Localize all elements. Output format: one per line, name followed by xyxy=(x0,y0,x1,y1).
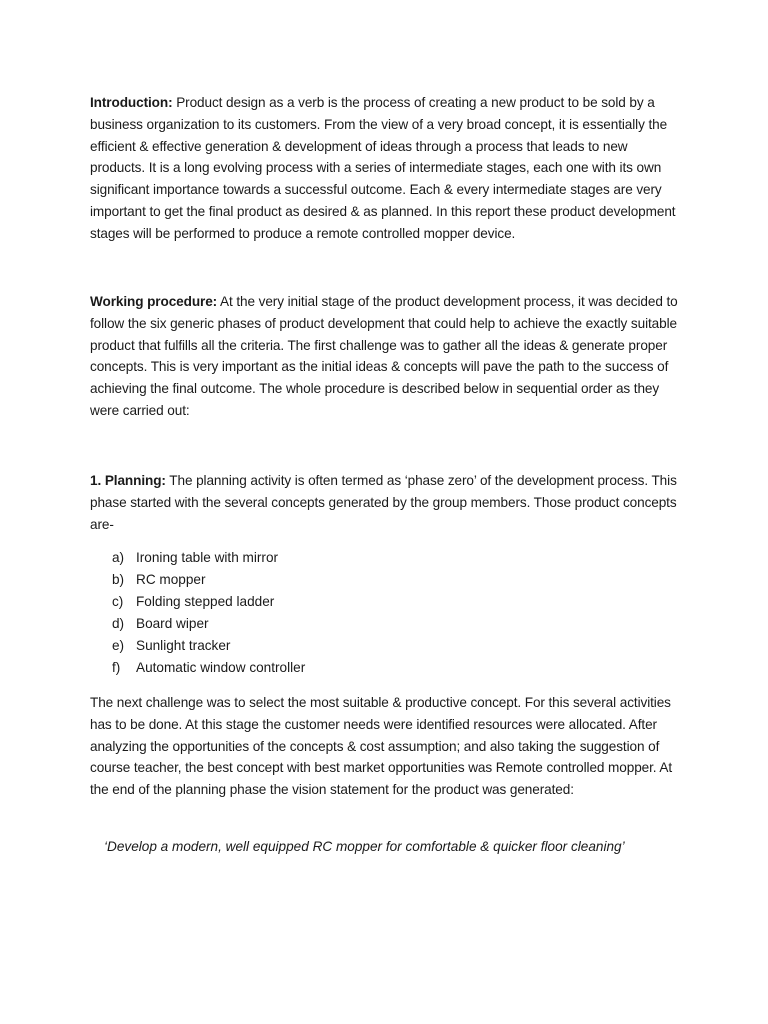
list-item xyxy=(112,569,305,591)
list-marker: f) xyxy=(112,660,121,676)
introduction-text: Product design as a verb is the process of creating a new product to be sold by a business organization to its customers. From the view of a very broad concept, it is essentially the efficient & effective generation & development of ideas through a process that leads to new products. It is a long evolving process with a series of intermediate stages, each one with its own significant importance towards a successful outcome. Each & every intermediate stages are very important to get the final product as desired & as planned. In this report these product development stages will be performed to produce a remote controlled mopper device. xyxy=(90,95,676,241)
working-procedure-text: At the very initial stage of the product development process, it was decided to follow the six generic phases of product development that could help to achieve the exactly suitable product that fulfills all the criteria. The first challenge was to gather all the ideas & generate proper concepts. This is very important as the initial ideas & concepts will pave the path to the success of achieving the final outcome. The whole procedure is described below in sequential order as they were carried out: xyxy=(90,294,678,418)
list-item xyxy=(112,591,305,613)
list-item xyxy=(112,635,305,657)
list-marker: d) xyxy=(112,616,125,632)
list-item-label: Board wiper xyxy=(136,616,209,632)
working-procedure-paragraph xyxy=(90,291,686,422)
introduction-heading: Introduction: xyxy=(90,95,173,110)
list-marker: a) xyxy=(112,550,125,565)
planning-paragraph xyxy=(90,470,686,535)
list-item xyxy=(112,547,305,569)
next-challenge-paragraph: The next challenge was to select the most suitable & productive concept. For this several activities has to be done. At this stage the customer needs were identified resources were allocated. After analyzing the opportunities of the concepts & cost assumption; and also taking the suggestion of course teacher, the best concept with best market opportunities was Remote controlled mopper. At the end of the planning phase the vision statement for the product was generated: xyxy=(90,695,673,798)
list-item-label: Automatic window controller xyxy=(136,660,306,676)
planning-text: The planning activity is often termed as ‘phase zero’ of the development process. This phase started with the several concepts generated by the group members. Those product concepts are- xyxy=(90,473,677,532)
planning-heading: 1. Planning: xyxy=(90,473,166,488)
list-item-label: Ironing table with mirror xyxy=(136,550,279,565)
list-item-label: Folding stepped ladder xyxy=(136,594,275,610)
vision-statement: ‘Develop a modern, well equipped RC mopper for comfortable & quicker floor cleaning’ xyxy=(104,839,625,854)
list-item xyxy=(112,613,305,635)
list-item-label: Sunlight tracker xyxy=(136,638,231,654)
list-item-label: RC mopper xyxy=(136,572,206,588)
list-marker: e) xyxy=(112,638,125,654)
list-item xyxy=(112,657,305,679)
working-procedure-heading: Working procedure: xyxy=(90,294,218,309)
concept-list xyxy=(112,547,305,680)
list-marker: b) xyxy=(112,572,125,588)
introduction-paragraph xyxy=(90,92,686,245)
list-marker: c) xyxy=(112,594,124,610)
